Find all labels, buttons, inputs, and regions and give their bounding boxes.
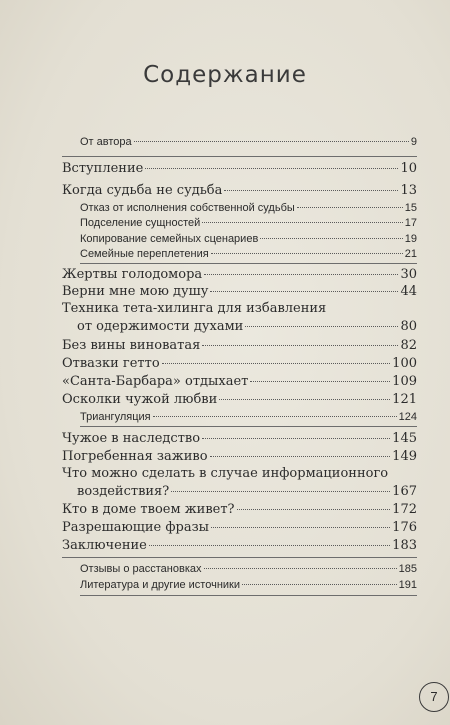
toc-entry-page: 176 [392,520,417,535]
toc-entry-title: Литература и другие источники [80,579,241,591]
toc-entry-title: Отзывы о расстановках [80,563,202,575]
toc-leader [162,362,391,364]
page-number-badge: 7 [419,682,449,712]
toc-entry-page: 19 [404,233,417,245]
toc-entry-title: Триангуляция [80,411,151,423]
toc-leader [210,290,398,292]
toc-entry [77,318,417,336]
toc-entry-page: 15 [404,202,417,214]
toc-entry-title: Когда судьба не судьба [62,183,223,198]
toc-entry-title: От автора [80,136,132,148]
page-title: Содержание [143,62,307,88]
toc-entry [62,160,417,178]
toc-entry [62,430,417,448]
toc-entry [80,408,417,426]
toc-entry-title-line: Что можно сделать в случае информационного [62,466,389,481]
toc-entry-title: Отвазки гетто [62,356,160,371]
toc-entry [77,483,417,501]
toc-leader [224,189,398,191]
toc-entry-title: Чужое в наследство [62,431,201,446]
toc-entry-page: 9 [410,136,417,148]
toc-leader [202,344,398,346]
toc-leader [171,490,390,492]
divider [80,595,417,596]
toc-entry-page: 121 [392,392,417,407]
toc-leader [260,237,402,239]
toc-entry-title: Осколки чужой любви [62,392,218,407]
divider [62,156,417,157]
divider [62,557,417,558]
toc-entry-page: 183 [392,538,417,553]
toc-entry-title: Заключение [62,538,147,553]
toc-entry [80,245,417,263]
toc-entry [62,373,417,391]
toc-entry-page: 44 [400,284,417,299]
toc-entry-title-line: Техника тета-хилинга для избавления [62,301,327,316]
toc-entry [62,283,417,301]
toc-entry-title: Вступление [62,161,144,176]
toc-entry-title: Отказ от исполнения собственной судьбы [80,202,295,214]
toc-leader [149,544,390,546]
toc-entry-page: 13 [400,183,417,198]
toc-leader [134,140,409,142]
toc-entry-page: 30 [400,267,417,282]
toc-entry [62,337,417,355]
toc-entry-page: 145 [392,431,417,446]
toc-entry [62,537,417,555]
toc-leader [297,206,403,208]
toc-entry [62,266,417,284]
toc-leader [202,221,402,223]
toc-entry-title: Семейные переплетения [80,248,209,260]
toc-leader [250,380,390,382]
toc-leader [204,273,398,275]
toc-entry [80,576,417,594]
toc-entry-page: 80 [400,319,417,334]
toc-entry-page: 167 [392,484,417,499]
toc-entry-page: 172 [392,502,417,517]
toc-leader [219,398,390,400]
toc-entry [62,501,417,519]
toc-leader [145,167,398,169]
toc-entry-page: 124 [398,411,417,423]
toc-entry-title: от одержимости духами [77,319,244,334]
toc-leader [237,508,391,510]
toc-entry-page: 10 [400,161,417,176]
toc-entry-page: 82 [400,338,417,353]
toc-leader [211,252,403,254]
toc-leader [245,325,398,327]
toc-entry [62,355,417,373]
toc-entry [80,133,417,151]
toc-leader [211,526,390,528]
toc-entry-page: 185 [398,563,417,575]
toc-entry [62,448,417,466]
toc-leader [204,567,397,569]
toc-entry-title: Кто в доме твоем живет? [62,502,235,517]
divider [80,263,417,264]
toc-entry-page: 191 [398,579,417,591]
toc-leader [210,455,391,457]
toc-entry-title: Верни мне мою душу [62,284,209,299]
divider [80,426,417,427]
toc-entry-page: 21 [404,248,417,260]
toc-entry-page: 109 [392,374,417,389]
toc-leader [202,437,390,439]
toc-leader [153,415,397,417]
toc-entry-title: Копирование семейных сценариев [80,233,259,245]
toc-entry-title: воздействия? [77,484,170,499]
toc-entry-page: 100 [392,356,417,371]
toc-entry-title: Разрешающие фразы [62,520,210,535]
toc-entry [62,182,417,200]
toc-entry [62,391,417,409]
toc-entry-page: 149 [392,449,417,464]
toc-entry-title: Жертвы голодомора [62,267,203,282]
toc-entry-title: Подселение сущностей [80,217,201,229]
toc-entry-title: Погребенная заживо [62,449,208,464]
toc-entry [62,519,417,537]
toc-leader [242,583,397,585]
toc-entry-title: Без вины виноватая [62,338,201,353]
toc-entry-title: «Санта-Барбара» отдыхает [62,374,249,389]
toc-entry-page: 17 [404,217,417,229]
